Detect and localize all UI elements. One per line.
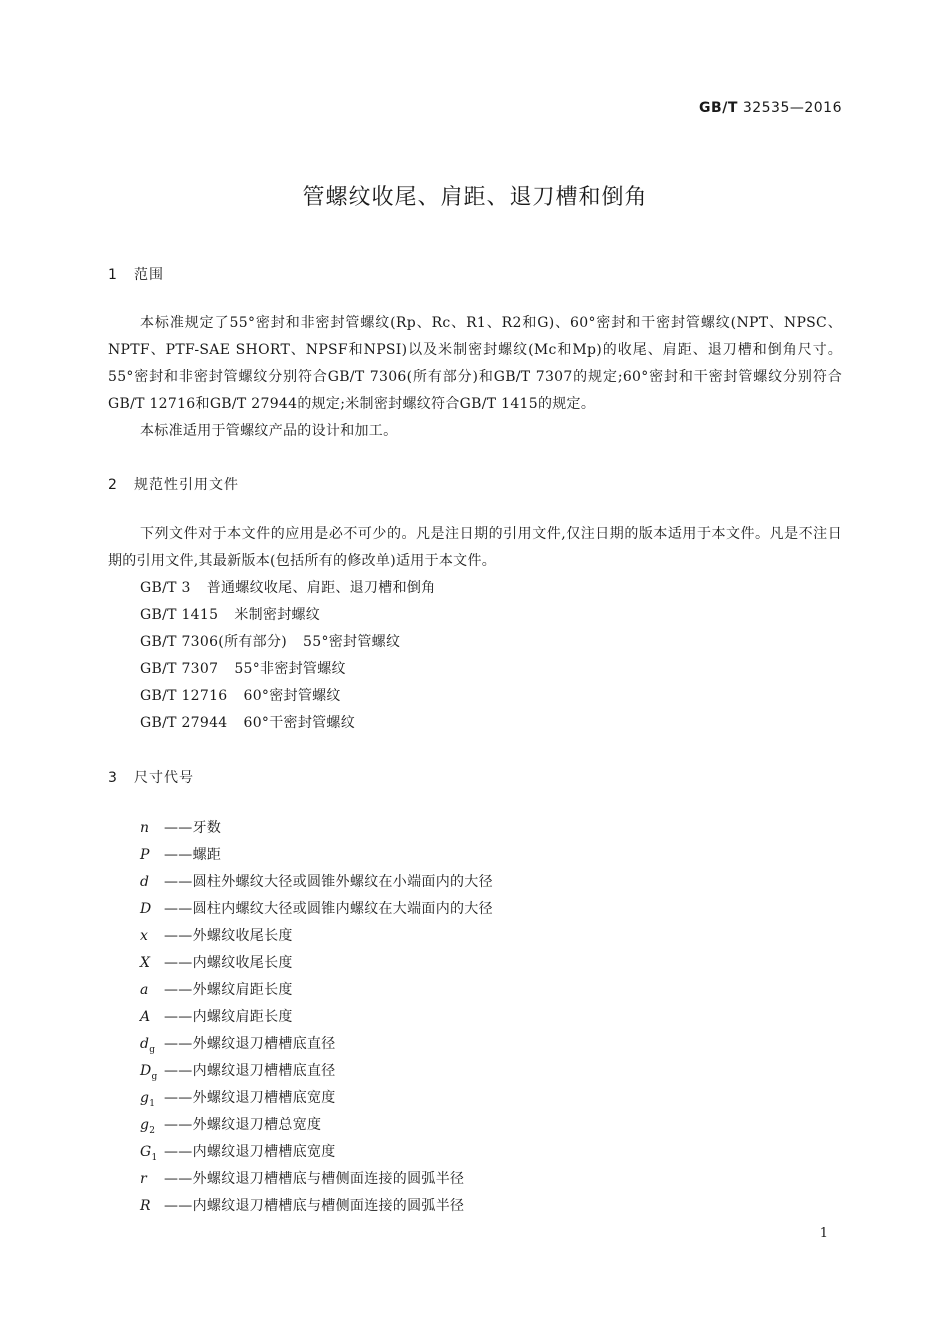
symbol-item: [140, 1166, 493, 1193]
symbol-item: [140, 815, 493, 842]
symbol: d: [140, 874, 150, 890]
symbol-item: [140, 1139, 493, 1166]
symbol-item: [140, 923, 493, 950]
symbol-item: [140, 950, 493, 977]
symbol: $g_2$: [140, 1117, 156, 1136]
symbol-description: ——内螺纹退刀槽槽底宽度: [164, 1144, 336, 1160]
symbol: $D_g$: [140, 1063, 158, 1082]
symbol-description: ——外螺纹退刀槽槽底宽度: [164, 1090, 336, 1106]
symbol-description: ——内螺纹肩距长度: [164, 1009, 293, 1025]
symbol-description: ——圆柱内螺纹大径或圆锥内螺纹在大端面内的大径: [164, 901, 493, 917]
symbol-description: ——外螺纹退刀槽槽底直径: [164, 1036, 336, 1052]
symbol: $g_1$: [140, 1090, 156, 1109]
symbol-item: [140, 896, 493, 923]
symbol-item: [140, 1193, 493, 1220]
section-2-heading: [108, 474, 239, 494]
section-number: 2: [108, 477, 118, 493]
section-1-heading: [108, 264, 164, 284]
symbol: $d_g$: [140, 1036, 156, 1055]
section-title: 范围: [134, 267, 164, 283]
section-title: 规范性引用文件: [134, 477, 239, 493]
section-1-body: [108, 310, 842, 445]
standard-number: [699, 100, 842, 116]
symbol: $G_1$: [140, 1144, 158, 1163]
symbol-description: ——牙数: [164, 820, 222, 836]
symbol-description: ——外螺纹收尾长度: [164, 928, 293, 944]
document-title: 管螺纹收尾、肩距、退刀槽和倒角: [302, 185, 648, 210]
reference-code: GB/T 3: [140, 580, 191, 596]
symbol-description: ——内螺纹退刀槽槽底与槽侧面连接的圆弧半径: [164, 1198, 465, 1214]
standard-code: 32535—2016: [742, 100, 842, 116]
standard-prefix: GB/T: [699, 100, 738, 116]
reference-item: [140, 710, 436, 737]
symbol: n: [140, 820, 150, 836]
symbol: r: [140, 1171, 147, 1187]
reference-item: [140, 575, 436, 602]
symbol: X: [140, 955, 151, 971]
section-number: 1: [108, 267, 118, 283]
symbol-item: [140, 1004, 493, 1031]
paragraph: 下列文件对于本文件的应用是必不可少的。凡是注日期的引用文件,仅注日期的版本适用于本文件。凡是不注日期的引用文件,其最新版本(包括所有的修改单)适用于本文件。: [108, 526, 842, 569]
symbol-description: ——螺距: [164, 847, 222, 863]
page-number: 1: [819, 1226, 828, 1241]
reference-title: 米制密封螺纹: [234, 607, 321, 623]
symbol-item: [140, 1058, 493, 1085]
symbol-description: ——外螺纹退刀槽总宽度: [164, 1117, 322, 1133]
reference-code: GB/T 7307: [140, 661, 219, 677]
symbol-item: [140, 1031, 493, 1058]
paragraph: 本标准规定了55°密封和非密封管螺纹(Rp、Rc、R1、R2和G)、60°密封和干密封管螺纹(NPT、NPSC、NPTF、PTF-SAE SHORT、NPSF和NPSI)以及米制密封螺纹(Mc和Mp)的收尾、肩距、退刀槽和倒角尺寸。55°密封和非密封管螺纹分别符合GB/T 7306(所有部分)和GB/T 7307的规定;60°密封和干密封管螺纹分别符合GB/T 12716和GB/T 27944的规定;米制密封螺纹符合GB/T 1415的规定。: [108, 315, 842, 412]
symbol-description: ——内螺纹收尾长度: [164, 955, 293, 971]
symbol-item: [140, 842, 493, 869]
symbol: a: [140, 982, 149, 998]
section-number: 3: [108, 770, 118, 786]
reference-list: [140, 575, 436, 737]
symbol: D: [140, 901, 152, 917]
symbol-description: ——内螺纹退刀槽槽底直径: [164, 1063, 336, 1079]
symbol: R: [140, 1198, 151, 1214]
reference-item: [140, 683, 436, 710]
symbol: P: [140, 847, 150, 863]
symbol-description: ——外螺纹退刀槽槽底与槽侧面连接的圆弧半径: [164, 1171, 465, 1187]
reference-code: GB/T 1415: [140, 607, 219, 623]
symbol-item: [140, 1085, 493, 1112]
symbol-item: [140, 869, 493, 896]
reference-title: 55°非密封管螺纹: [234, 661, 346, 677]
reference-code: GB/T 12716: [140, 688, 228, 704]
symbol-item: [140, 977, 493, 1004]
reference-item: [140, 602, 436, 629]
paragraph: 本标准适用于管螺纹产品的设计和加工。: [140, 423, 398, 439]
reference-title: 普通螺纹收尾、肩距、退刀槽和倒角: [206, 580, 436, 596]
reference-title: 60°密封管螺纹: [243, 688, 341, 704]
symbol-description: ——外螺纹肩距长度: [164, 982, 293, 998]
reference-code: GB/T 27944: [140, 715, 228, 731]
reference-item: [140, 656, 436, 683]
symbol-description: ——圆柱外螺纹大径或圆锥外螺纹在小端面内的大径: [164, 874, 493, 890]
symbol-item: [140, 1112, 493, 1139]
reference-title: 55°密封管螺纹: [303, 634, 401, 650]
section-title: 尺寸代号: [134, 770, 194, 786]
reference-title: 60°干密封管螺纹: [243, 715, 356, 731]
symbol: x: [140, 928, 149, 944]
symbol: A: [140, 1009, 151, 1025]
reference-item: [140, 629, 436, 656]
section-3-heading: [108, 767, 194, 787]
reference-code: GB/T 7306(所有部分): [140, 634, 288, 650]
section-2-body: [108, 521, 842, 575]
symbol-list: [140, 815, 493, 1220]
